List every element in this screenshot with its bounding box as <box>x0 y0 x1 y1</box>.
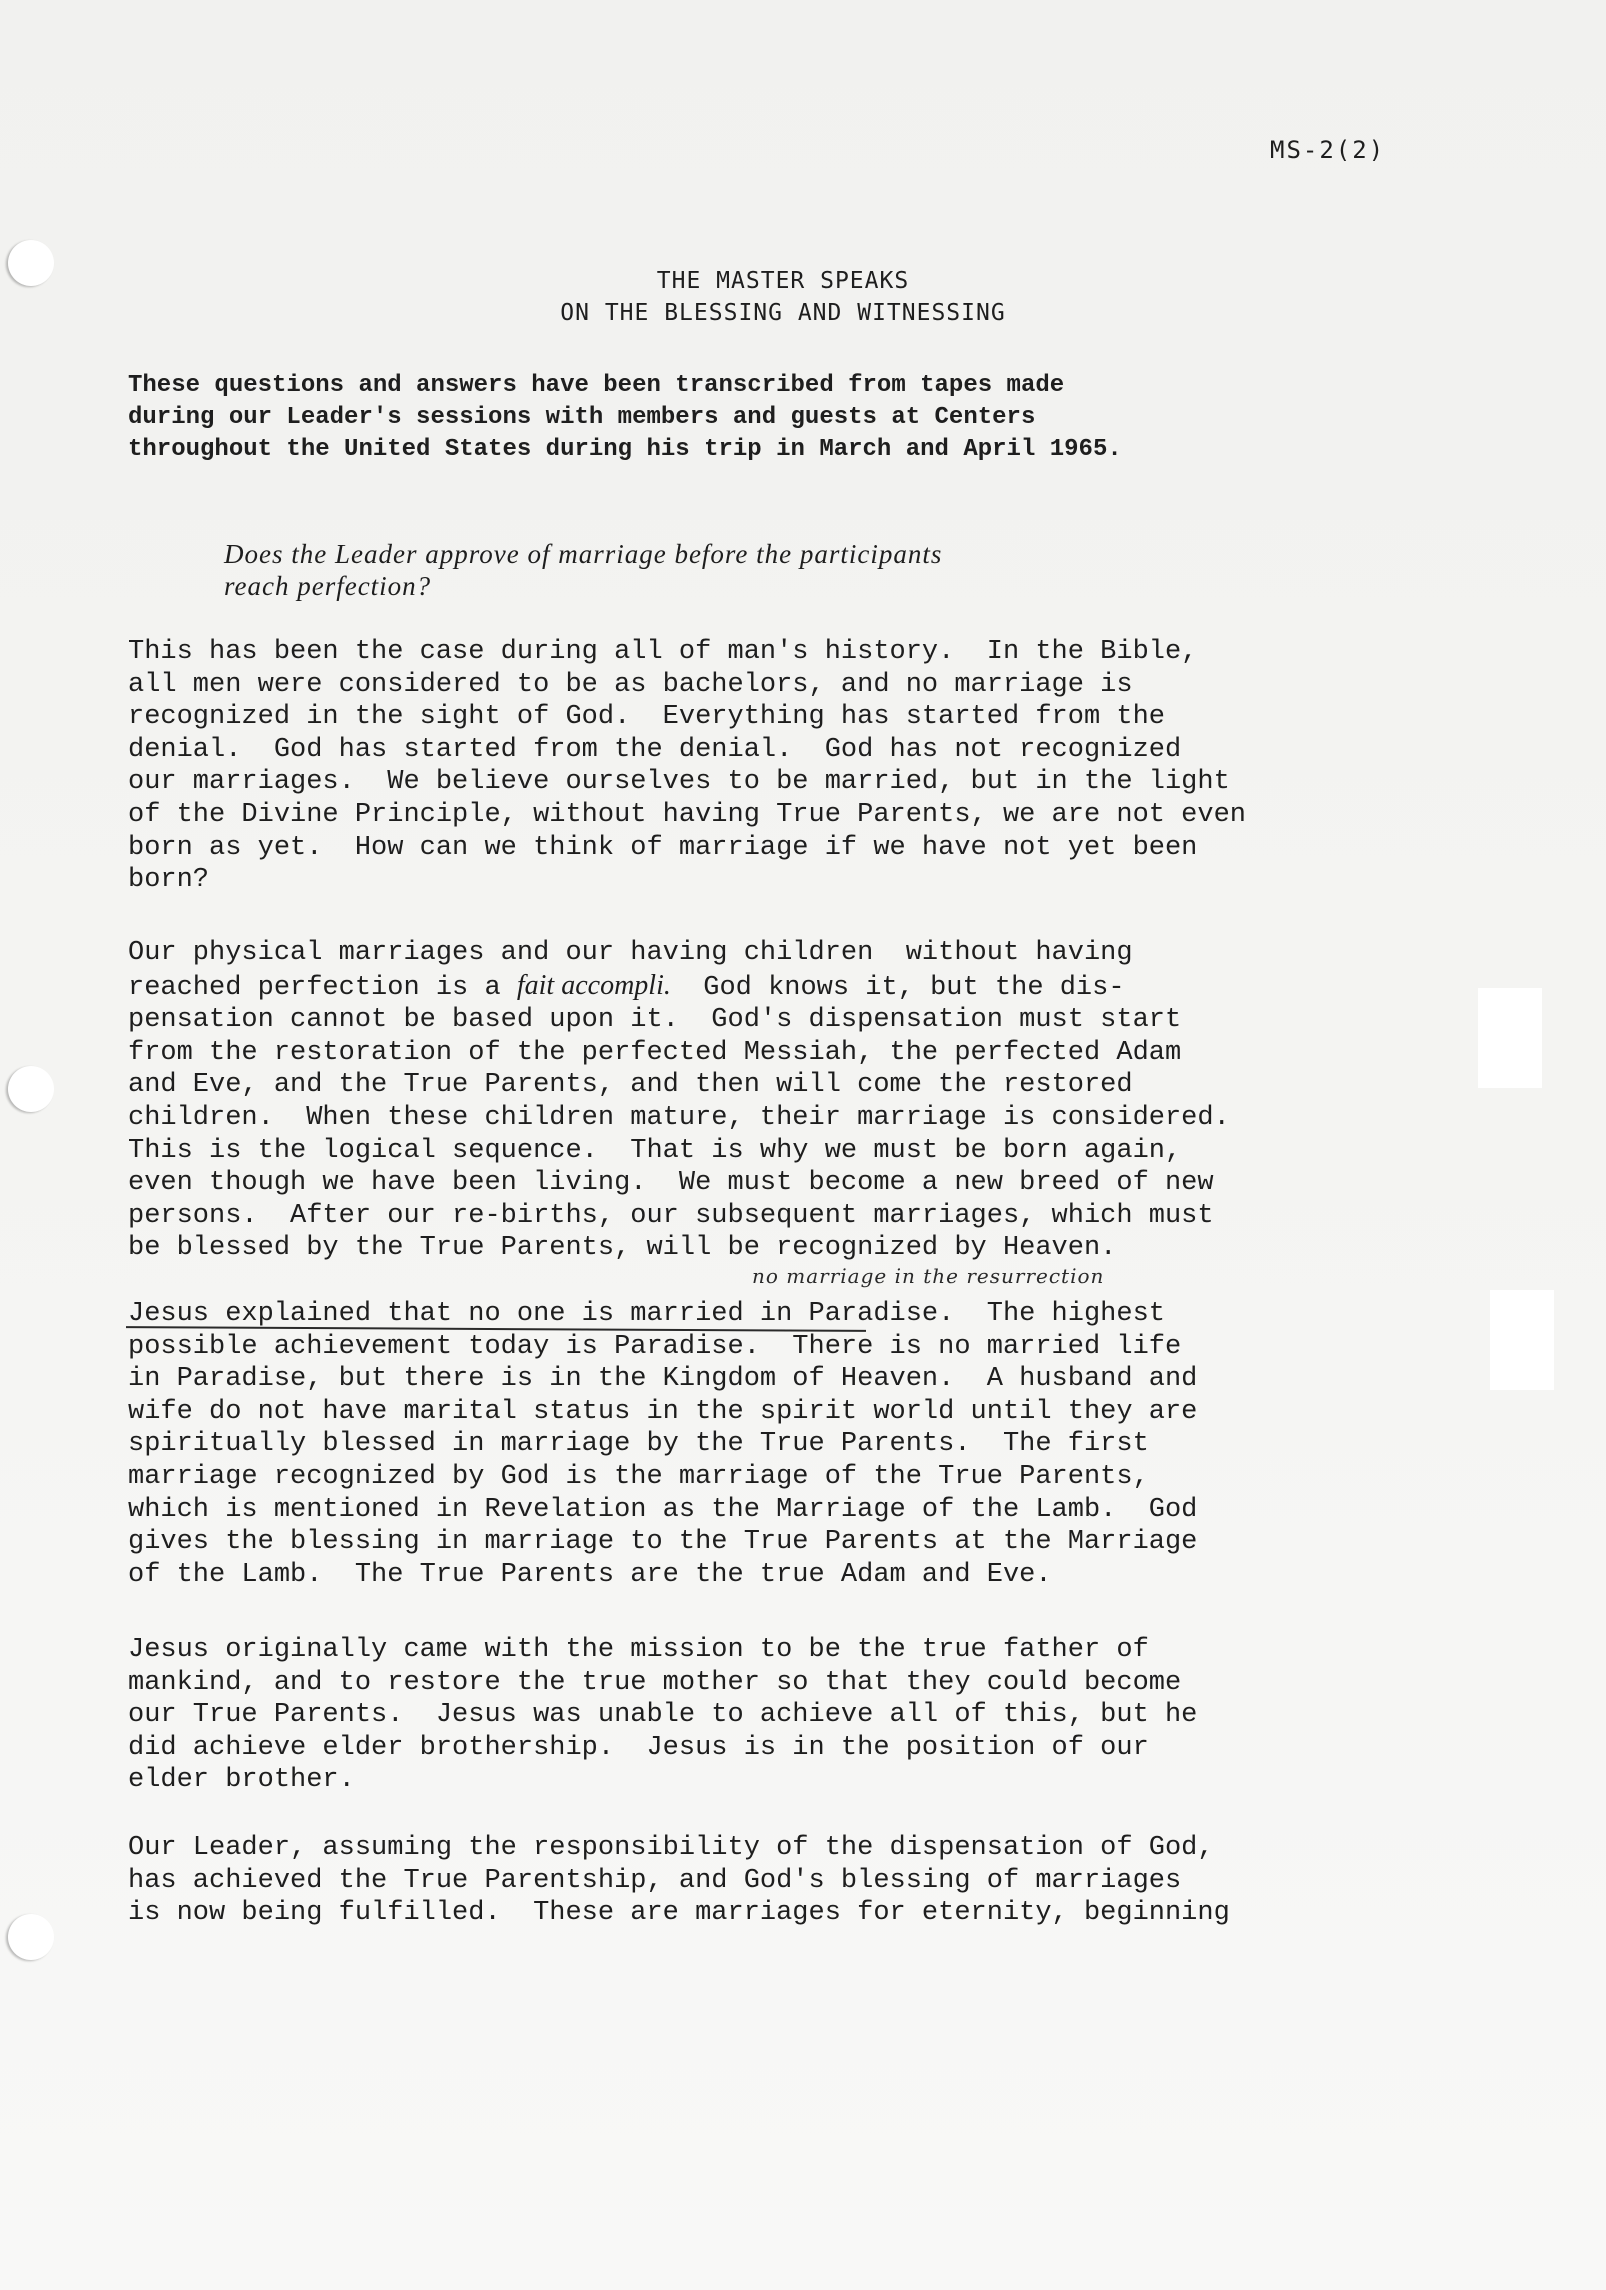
punch-hole-middle <box>8 1066 54 1112</box>
intro-paragraph: These questions and answers have been transcribed from tapes made during our Leader's sessions with members and guests at Centers throughout the United States during his trip in March and April 1965. <box>128 372 1122 463</box>
question: Does the Leader approve of marriage before the participants reach perfection? <box>224 539 943 601</box>
punch-hole-bottom <box>8 1914 54 1960</box>
document-reference: MS-2(2) <box>1270 136 1386 164</box>
answer-paragraph-2 <box>128 937 1548 1265</box>
fait-accompli-term: fait accompli. <box>516 969 671 1001</box>
answer-paragraph-4: Jesus originally came with the mission to be the true father of mankind, and to restore the true mother so that they could become our True Parents. Jesus was unable to achieve all of this, but he did achieve elder brothership. Jesus is in the position of our elder brother. <box>128 1635 1198 1796</box>
answer-paragraph-3: Jesus explained that no one is married in Paradise. The highest possible achievement today is Paradise. There is no married life in Paradise, but there is in the Kingdom of Heaven. A husband and wife do not have marital status in the spirit world until they are spiritually blessed in marriage by the True Parents. The first marriage recognized by God is the marriage of the True Parents, which is mentioned in Revelation as the Marriage of the Lamb. God gives the blessing in marriage to the True Parents at the Marriage of the Lamb. The True Parents are the true Adam and Eve. <box>128 1299 1198 1590</box>
answer-paragraph-5: Our Leader, assuming the responsibility of the dispensation of God, has achieved the True Parentship, and God's blessing of marriages is now being fulfilled. These are marriages for eternity, beginning <box>128 1833 1230 1929</box>
paragraph-2-start: Our physical marriages and our having children without having reached perfection is a <box>128 938 1133 1003</box>
paragraph-2-rest: God knows it, but the dis- pensation cannot be based upon it. God's dispensation must start from the restoration of the perfected Messiah, the perfected Adam and Eve, and the True Parents, and then will come the restored children. When these children mature, their marriage is considered. This is the logical sequence. That is why we must be born again, even though we have been living. We must become a new breed of new persons. After our re-births, our subsequent marriages, which must be blessed by the True Parents, will be recognized by Heaven. <box>128 972 1230 1264</box>
title-line-2: ON THE BLESSING AND WITNESSING <box>560 300 1006 326</box>
title-line-1: THE MASTER SPEAKS <box>656 268 910 294</box>
handwritten-annotation: no marriage in the resurrection <box>752 1264 1105 1288</box>
answer-paragraph-1: This has been the case during all of man's history. In the Bible, all men were considered to be as bachelors, and no marriage is recognized in the sight of God. Everything has started from the denial. God has started from the denial. God has not recognized our marriages. We believe ourselves to be married, but in the light of the Divine Principle, without having True Parents, we are not even born as yet. How can we think of marriage if we have not yet been born? <box>128 637 1246 896</box>
